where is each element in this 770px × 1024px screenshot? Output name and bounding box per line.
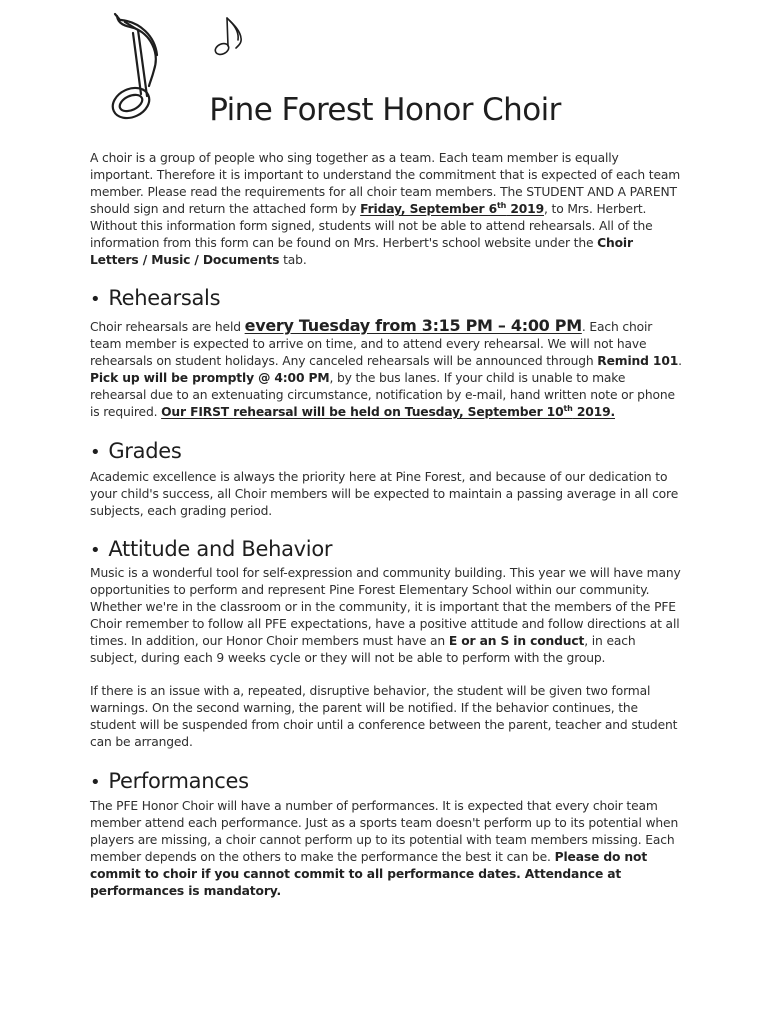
performances-heading-text: Performances <box>108 769 249 793</box>
first-rehearsal-suffix: th <box>563 403 573 413</box>
rehearsals-heading <box>90 285 682 313</box>
intro-text-3: tab. <box>279 253 307 267</box>
bullet: • <box>90 289 101 310</box>
return-date-suffix: th <box>497 200 507 210</box>
attitude-paragraph-2: If there is an issue with a, repeated, disruptive behavior, the student will be given two formal warnings. On the second warning, the parent will be notified. If the behavior continues, the student will be suspended from choir until a conference between the parent, teacher and student can be arranged. <box>90 684 678 749</box>
grades-paragraph: Academic excellence is always the priority here at Pine Forest, and because of our dedication to your child's success, all Choir members will be expected to maintain a passing average in all core subjects, each grading period. <box>90 470 679 518</box>
performances-paragraph <box>90 798 682 900</box>
rehearsals-text-3: . <box>678 354 682 368</box>
small-eighth-note-icon <box>214 18 242 56</box>
conduct-requirement: E or an S in conduct <box>448 634 585 648</box>
rehearsal-schedule: every Tuesday from 3:15 PM – 4:00 PM <box>244 316 582 335</box>
document-body <box>90 150 682 900</box>
intro-text-1: A choir is a group of people who sing together as a team. Each team member is equally important. Therefore it is important to understand the commitment that is expected of each team member. Please read the requirements for all choir team members. The STUDENT AND A PARENT should sign and return the attached form by <box>90 151 681 216</box>
rehearsals-heading-text: Rehearsals <box>108 286 221 310</box>
pickup-time: Pick up will be promptly @ 4:00 PM <box>90 371 330 385</box>
performances-text: The PFE Honor Choir will have a number of performances. It is expected that every choir team member attend each performance. Just as a sports team doesn't perform up to its potential when players are missing, a choir cannot perform up to its potential with team members missing. Each member depends on the others to make the performance the best it can be. <box>90 799 679 864</box>
grades-heading-text: Grades <box>108 439 182 463</box>
first-rehearsal-date <box>161 405 615 419</box>
rehearsals-text-2: . Each choir team member is expected to arrive on time, and to attend every rehearsal. We will not have rehearsals on student holidays. Any canceled rehearsals will be announced through <box>90 320 653 368</box>
return-date: Friday, September 6 <box>360 202 497 216</box>
rehearsals-paragraph <box>90 317 682 421</box>
attitude-text-1: Music is a wonderful tool for self-expression and community building. This year we will have many opportunities to perform and represent Pine Forest Elementary School within our community. Whether we're in the classroom or in the community, it is important that the members of the PFE Choir remember to follow all PFE expectations, have a positive attitude and follow directions at all times. In addition, our Honor Choir members must have an <box>90 566 681 648</box>
performance-commitment: Please do not commit to choir if you cannot commit to all performance dates. Attendance at performances is mandatory. <box>90 850 648 898</box>
rehearsals-text-4: , by the bus lanes. If your child is unable to make rehearsal due to an extenuating circumstance, notification by e-mail, hand written note or phone is required. <box>90 371 675 419</box>
attitude-paragraph-1 <box>90 565 682 667</box>
return-deadline <box>360 202 544 216</box>
grades-heading <box>90 438 682 466</box>
attitude-heading-text: Attitude and Behavior <box>108 537 333 561</box>
first-rehearsal-year: 2019. <box>572 405 615 419</box>
bullet: • <box>90 540 101 561</box>
intro-text-2: , to Mrs. Herbert. Without this information form signed, students will not be able to attend rehearsals. All of the information from this form can be found on Mrs. Herbert's school website under the <box>90 202 653 250</box>
remind-app-name: Remind 101 <box>597 354 679 368</box>
bullet: • <box>90 772 101 793</box>
return-date-year: 2019 <box>506 202 544 216</box>
attitude-text-2: , in each subject, during each 9 weeks cycle or they will not be able to perform with the group. <box>90 634 636 665</box>
first-rehearsal-text: Our FIRST rehearsal will be held on Tuesday, September 10 <box>161 405 564 419</box>
intro-paragraph <box>90 150 682 269</box>
website-tab-name: Choir Letters / Music / Documents <box>90 236 633 267</box>
performances-heading <box>90 768 682 796</box>
page-title: Pine Forest Honor Choir <box>209 92 561 128</box>
bullet: • <box>90 442 101 463</box>
attitude-heading <box>90 536 682 564</box>
rehearsals-text-1: Choir rehearsals are held <box>90 320 245 334</box>
